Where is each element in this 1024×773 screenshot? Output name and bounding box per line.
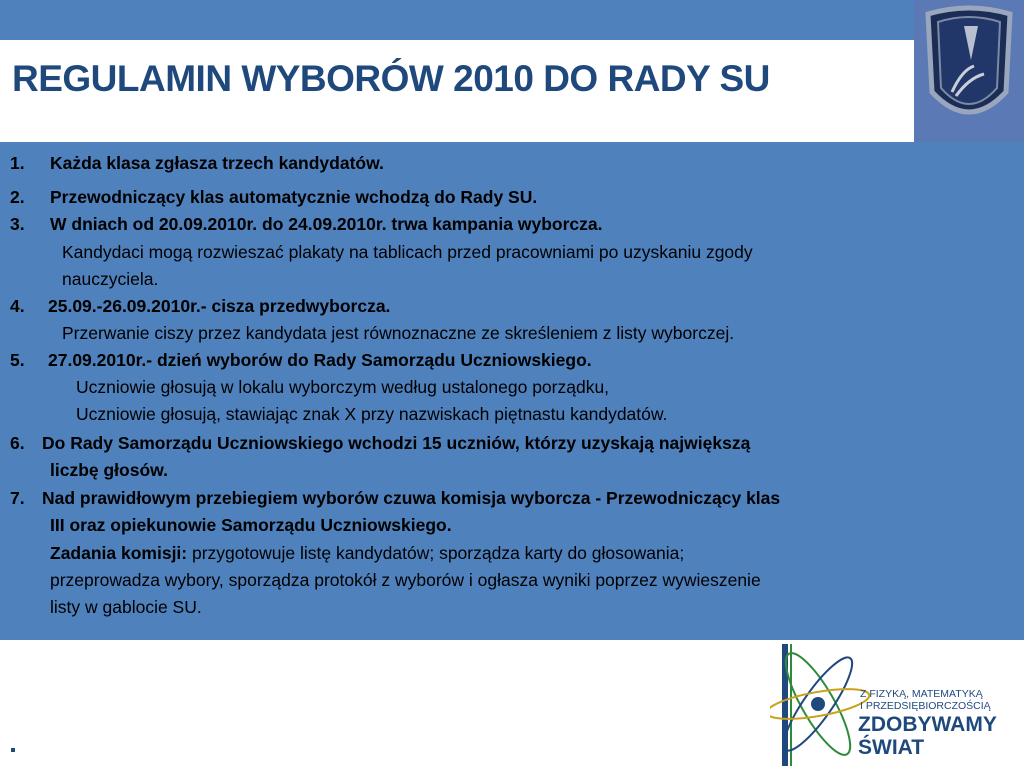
list-item-7-tasks-cont: przeprowadza wybory, sporządza protokół z wyborów i ogłasza wyniki poprzez wywieszenie bbox=[50, 570, 761, 590]
list-item-7-tasks bbox=[50, 543, 684, 563]
school-badge-image bbox=[914, 0, 1024, 142]
tasks-label: Zadania komisji: bbox=[50, 543, 188, 563]
logo-line-4: ŚWIAT bbox=[858, 736, 925, 759]
slide-title: REGULAMIN WYBORÓW 2010 DO RADY SU bbox=[12, 58, 770, 99]
list-item-6-cont: liczbę głosów. bbox=[50, 460, 168, 480]
tasks-text: przygotowuje listę kandydatów; sporządza karty do głosowania; bbox=[187, 543, 685, 563]
logo-line-2: I PRZEDSIĘBIORCZOŚCIĄ bbox=[860, 700, 991, 712]
list-item-3-detail-cont: nauczyciela. bbox=[62, 269, 159, 289]
atom-logo-icon bbox=[770, 642, 1024, 768]
logo-line-3: ZDOBYWAMY bbox=[858, 713, 997, 736]
project-logo bbox=[770, 642, 1024, 768]
top-band bbox=[0, 0, 1024, 40]
logo-line-1: Z FIZYKĄ, MATEMATYKĄ bbox=[860, 688, 983, 700]
list-item-3-detail: Kandydaci mogą rozwieszać plakaty na tablicach przed pracowniami po uzyskaniu zgody bbox=[62, 242, 753, 262]
bullet-dot bbox=[11, 748, 15, 752]
list-item-5-detail: Uczniowie głosują w lokalu wyborczym według ustalonego porządku, bbox=[76, 377, 610, 397]
list-item-4-detail: Przerwanie ciszy przez kandydata jest równoznaczne ze skreśleniem z listy wyborczej. bbox=[62, 323, 735, 343]
list-item-5-detail-2: Uczniowie głosują, stawiając znak X przy nazwiskach piętnastu kandydatów. bbox=[76, 404, 668, 424]
list-item-7-tasks-end: listy w gablocie SU. bbox=[50, 597, 202, 617]
list-item-7-cont: III oraz opiekunowie Samorządu Uczniowskiego. bbox=[50, 515, 452, 535]
